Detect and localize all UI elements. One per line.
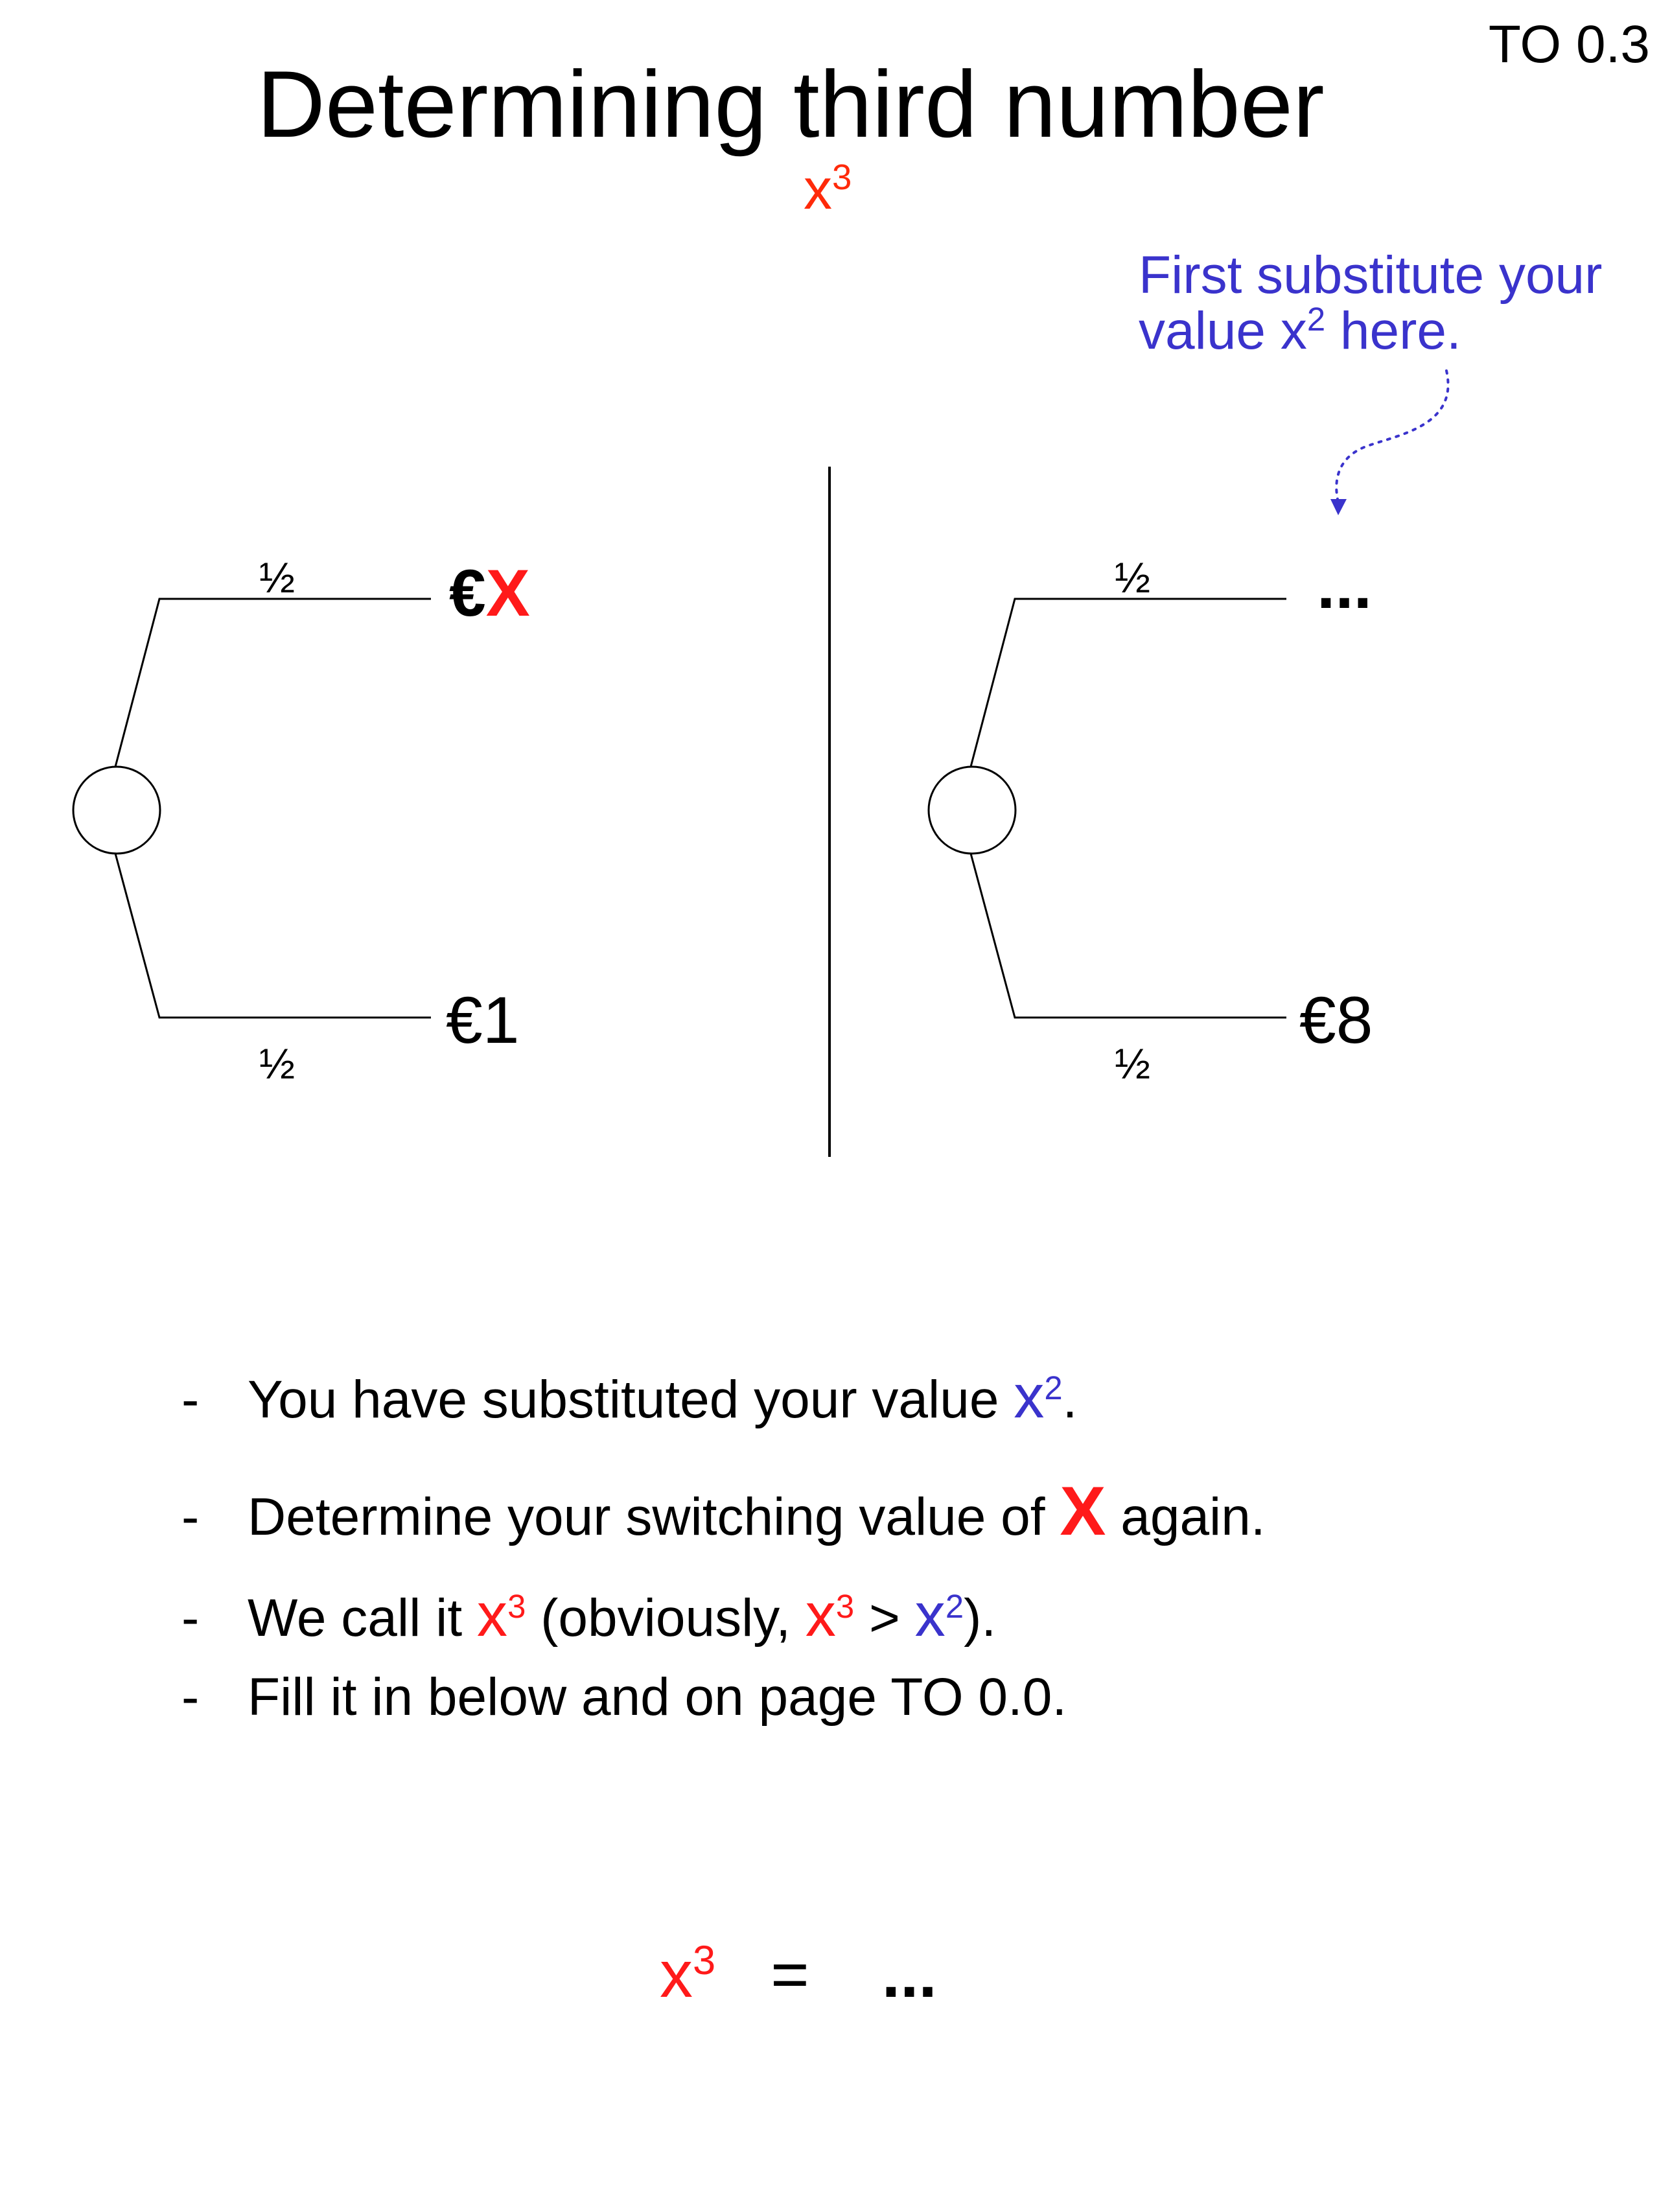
bullet-4-text: Fill it in below and on page TO 0.0. xyxy=(248,1668,1067,1727)
bullet-item-3 xyxy=(181,1581,997,1649)
left-chance-node xyxy=(73,767,160,854)
bullet-item-1 xyxy=(181,1362,1078,1430)
bullet-dash: - xyxy=(181,1370,200,1429)
bullet-3-variable-3: x xyxy=(914,1581,946,1649)
bullet-item-2 xyxy=(181,1472,1266,1550)
bullet-2-variable: X xyxy=(1060,1472,1106,1550)
subtitle-variable: x xyxy=(804,157,832,221)
hint-line-2-prefix: value x xyxy=(1139,301,1307,360)
bullet-1-exponent: 2 xyxy=(1044,1369,1063,1407)
right-top-branch xyxy=(971,599,1286,767)
hint-exponent: 2 xyxy=(1306,301,1326,338)
page-code: TO 0.3 xyxy=(1488,15,1650,74)
bullet-3-variable-1: x xyxy=(476,1581,508,1649)
left-top-probability: ½ xyxy=(259,553,296,601)
answer-formula xyxy=(660,1937,937,2011)
left-bottom-probability: ½ xyxy=(259,1040,296,1088)
right-chance-node xyxy=(929,767,1015,854)
formula-equals: = xyxy=(771,1937,809,2011)
hint-arrow xyxy=(1336,371,1448,502)
left-top-variable: X xyxy=(485,556,530,630)
page-title: Determining third number xyxy=(257,51,1325,157)
bullet-2-text: Determine your switching value of xyxy=(248,1487,1060,1546)
formula-answer-blank[interactable]: ... xyxy=(881,1937,937,2011)
bullet-3-exponent-2: 3 xyxy=(835,1588,855,1625)
right-top-probability: ½ xyxy=(1115,553,1151,601)
bullet-dash: - xyxy=(181,1487,200,1546)
bullet-3-middle-1: (obviously, xyxy=(526,1589,806,1647)
right-bottom-probability: ½ xyxy=(1115,1040,1151,1088)
bullet-3-text: We call it xyxy=(248,1589,477,1647)
formula-exponent: 3 xyxy=(693,1938,716,1984)
formula-variable: x xyxy=(660,1937,693,2011)
bullet-3-middle-2: > xyxy=(854,1589,915,1647)
left-bottom-outcome: €1 xyxy=(446,983,520,1057)
right-bottom-outcome: €8 xyxy=(1299,983,1373,1057)
hint-line-2-suffix: here. xyxy=(1325,301,1461,360)
bullet-dash: - xyxy=(181,1668,200,1727)
left-bottom-branch xyxy=(115,854,431,1018)
subtitle-exponent: 3 xyxy=(832,157,852,197)
hint-line-1: First substitute your xyxy=(1139,246,1603,305)
left-top-currency: € xyxy=(449,556,486,630)
bullet-3-suffix: ). xyxy=(964,1589,997,1647)
bullet-3-variable-2: x xyxy=(805,1581,836,1649)
bullet-3-exponent-3: 2 xyxy=(945,1588,964,1625)
left-top-outcome xyxy=(449,556,530,630)
bullet-item-4 xyxy=(181,1668,1067,1727)
bullet-1-text: You have substituted your value xyxy=(248,1370,1014,1429)
right-top-outcome: ... xyxy=(1317,548,1373,622)
hint-arrow-head xyxy=(1330,499,1347,515)
bullet-1-variable: x xyxy=(1014,1362,1045,1430)
right-bottom-branch xyxy=(971,854,1286,1018)
left-top-branch xyxy=(115,599,431,767)
bullet-dash: - xyxy=(181,1589,200,1647)
bullet-1-suffix: . xyxy=(1062,1370,1078,1429)
bullet-2-suffix: again. xyxy=(1106,1487,1266,1546)
bullet-3-exponent-1: 3 xyxy=(507,1588,526,1625)
